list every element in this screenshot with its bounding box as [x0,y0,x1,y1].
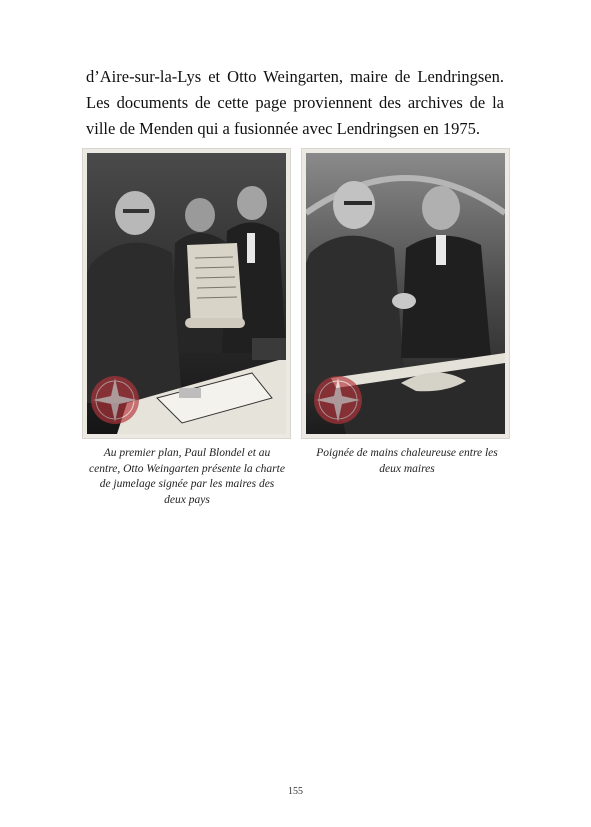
body-paragraph: d’Aire-sur-la-Lys et Otto Weingarten, maire de Lendringsen. Les documents de cette page proviennent des archives de la ville de Menden qui a fusionnée avec Lendringsen en 1975. [86,67,504,138]
photo-handshake [302,149,509,438]
figure-caption-right: Poignée de mains chaleureuse entre les deux maires [316,447,498,475]
watermark-compass-icon [91,376,139,424]
watermark-compass-icon [314,376,362,424]
page-number: 155 [288,786,303,797]
figure-caption-left: Au premier plan, Paul Blondel et au centre, Otto Weingarten présente la charte de jumelage signée par les maires des deux pays [89,447,285,506]
photo-charter-presentation [83,149,290,438]
